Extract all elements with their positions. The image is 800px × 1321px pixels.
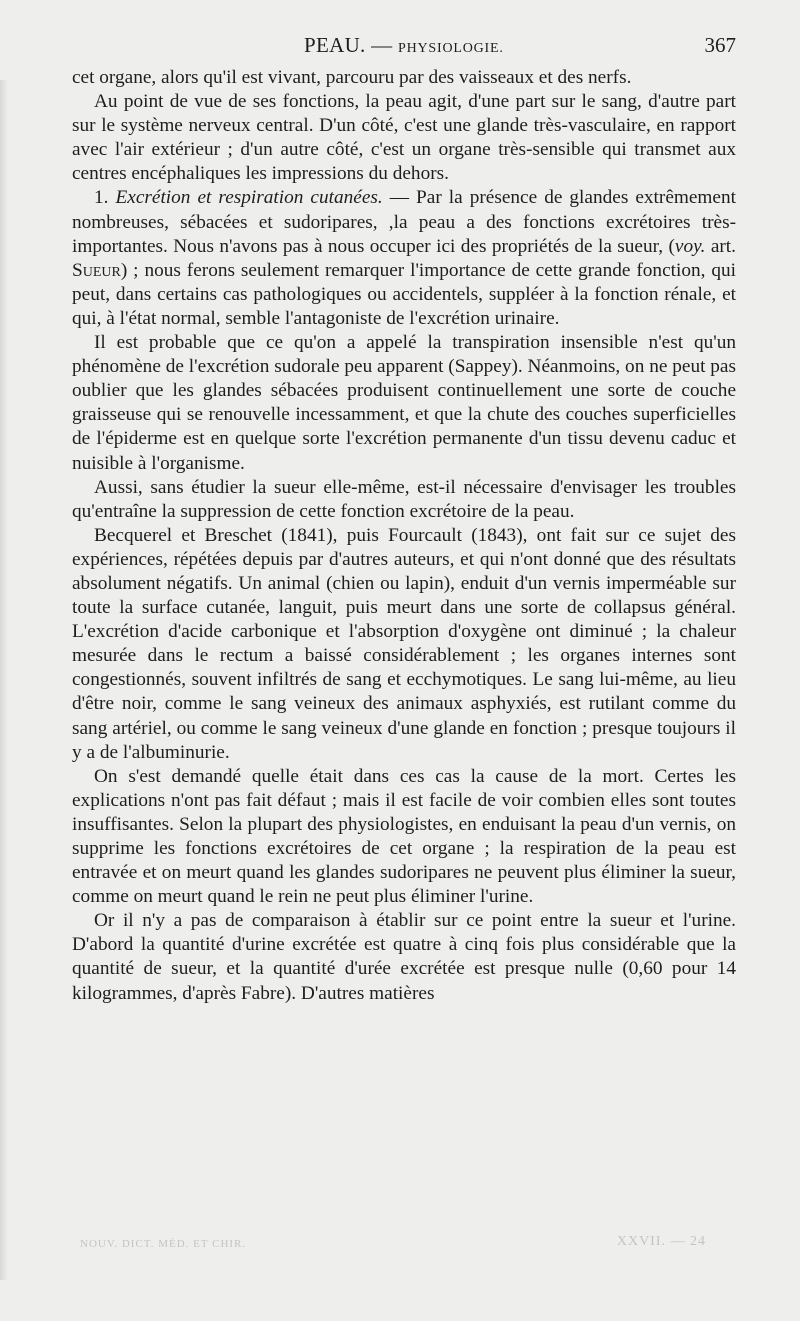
page-edge-shadow <box>0 80 8 1280</box>
art-abbrev: art. <box>705 235 736 257</box>
paragraph-8: Or il n'y a pas de comparaison à établir sur ce point entre la sueur et l'urine. D'abord la quantité d'urine excrétée est quatre à cinq fois plus considérable que la quantité de sueur, et la quantité d'urée excrétée est presque nulle (0,60 pour 14 kilogrammes, d'après Fabre). D'autres matières <box>72 910 736 1004</box>
voy-abbrev: voy. <box>674 235 706 257</box>
paragraph-4: Il est probable que ce qu'on a appelé la transpiration insensible n'est qu'un phénomène de l'excrétion sudorale peu apparent (Sappey). Néanmoins, on ne peut pas oublier que les glandes sébacées produisent continuellement une sorte de couche graisseuse qui se renouvelle incessamment, et que la chute des couches superficielles de l'épiderme est en quelque sorte l'excrétion permanente d'un tissu devenu caduc et nuisible à l'organisme. <box>72 332 736 474</box>
header-title-main: PEAU. — <box>304 33 393 57</box>
paragraph-5: Aussi, sans étudier la sueur elle-même, est-il nécessaire d'envisager les troubles qu'entraîne la suppression de cette fonction excrétoire de la peau. <box>72 476 736 522</box>
body-text <box>72 66 736 1006</box>
paragraph-2: Au point de vue de ses fonctions, la peau agit, d'une part sur le sang, d'autre part sur le système nerveux central. D'un côté, c'est une glande très-vasculaire, en rapport avec l'air extérieur ; d'un autre côté, c'est un organe très-sensible qui transmet aux centres encéphaliques les impressions du dehors. <box>72 91 736 185</box>
paragraph-6: Becquerel et Breschet (1841), puis Fourcault (1843), ont fait sur ce sujet des expériences, répétées depuis par d'autres auteurs, et qui n'ont donné que des résultats absolument négatifs. Un animal (chien ou lapin), enduit d'un vernis imperméable sur toute la surface cutanée, languit, puis meurt dans une sorte de collapsus général. L'excrétion d'acide carbonique et l'absorption d'oxygène ont diminué ; la chaleur mesurée dans le rectum a baissé considérablement ; les organes internes sont congestionnés, souvent infiltrés de sang et ecchymotiques. Le sang lui-même, au lieu d'être noir, comme le sang veineux des animaux asphyxiés, est rutilant comme du sang artériel, ou comme le sang veineux d'une glande en fonction ; presque toujours il y a de l'albuminurie. <box>72 524 736 763</box>
running-header <box>70 33 736 61</box>
section-title: Excrétion et respiration cutanées. <box>115 187 383 209</box>
header-title-sub: PHYSIOLOGIE. <box>398 41 504 56</box>
cross-reference: Sueur <box>72 259 121 281</box>
paragraph-3 <box>72 186 736 331</box>
paragraph-3-text-b: ) ; nous ferons seulement remarquer l'importance de cette grande fonction, qui peut, dans certains cas pathologiques ou accidentels, suppléer à la fonction rénale, et qui, à l'état normal, semble l'antagoniste de l'excrétion urinaire. <box>72 259 736 329</box>
paragraph-1: cet organe, alors qu'il est vivant, parcouru par des vaisseaux et des nerfs. <box>72 67 632 88</box>
page-number: 367 <box>704 33 736 57</box>
page-footer <box>80 1234 736 1258</box>
footer-signature: NOUV. DICT. MÉD. ET CHIR. <box>80 1238 247 1250</box>
header-title <box>304 33 504 58</box>
footer-volume-mark: XXVII. — 24 <box>616 1234 706 1249</box>
paragraph-3-text-a: — Par la présence de glandes extrêmement nombreuses, sébacées et sudoripares, ,la peau a des fonctions excrétoires très-importantes. Nous n'avons pas à nous occuper ici des propriétés de la sueur, ( <box>72 187 736 257</box>
paragraph-7: On s'est demandé quelle était dans ces cas la cause de la mort. Certes les explications n'ont pas fait défaut ; mais il est facile de voir combien elles sont toutes insuffisantes. Selon la plupart des physiologistes, en enduisant la peau d'un vernis, on supprime les fonctions excrétoires de cet organe ; la respiration de la peau est entravée et on meurt quand les glandes sudoripares ne peuvent plus éliminer la sueur, comme on meurt quand le rein ne peut plus éliminer l'urine. <box>72 765 736 908</box>
section-number: 1. <box>94 187 109 209</box>
